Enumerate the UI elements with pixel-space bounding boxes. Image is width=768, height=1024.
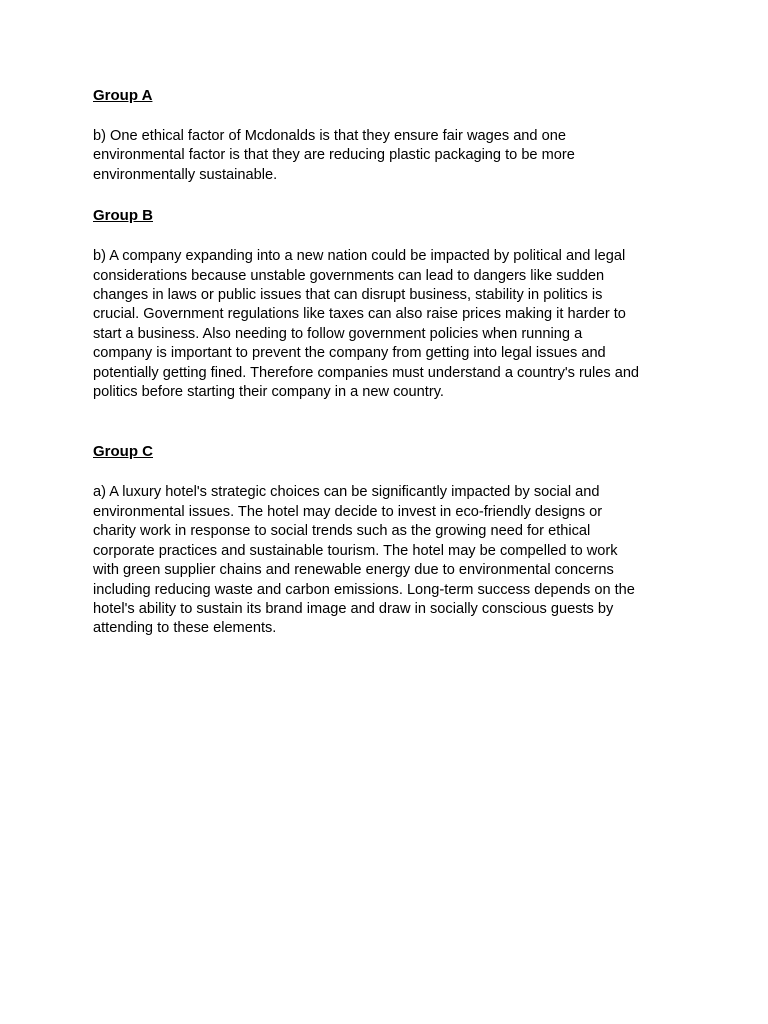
paragraph-line: potentially getting fined. Therefore companies must understand a country's rules and	[93, 364, 640, 381]
paragraph-line: corporate practices and sustainable tourism. The hotel may be compelled to work	[93, 542, 618, 559]
paragraph-line: with green supplier chains and renewable energy due to environmental concerns	[93, 562, 614, 579]
paragraph-line: hotel's ability to sustain its brand image and draw in socially conscious guests by	[93, 600, 614, 617]
section-heading: Group B	[93, 207, 153, 225]
paragraph-line: attending to these elements.	[93, 620, 277, 637]
section-group-c	[93, 442, 683, 638]
section-paragraph	[93, 127, 683, 185]
section-heading: Group A	[93, 87, 153, 104]
paragraph-line: charity work in response to social trends such as the growing need for ethical	[93, 523, 591, 540]
section-group-a	[93, 86, 683, 185]
paragraph-line: environmentally sustainable.	[93, 166, 278, 183]
paragraph-line: company is important to prevent the company from getting into legal issues and	[93, 345, 606, 362]
section-paragraph	[93, 483, 683, 638]
paragraph-line: considerations because unstable governments can lead to dangers like sudden	[93, 267, 605, 284]
paragraph-line: environmental issues. The hotel may decide to invest in eco-friendly designs or	[93, 503, 603, 520]
paragraph-line: changes in laws or public issues that can disrupt business, stability in politics is	[93, 287, 603, 304]
paragraph-line: politics before starting their company in a new country.	[93, 384, 444, 401]
paragraph-line: including reducing waste and carbon emissions. Long-term success depends on the	[93, 581, 635, 598]
paragraph-line: environmental factor is that they are reducing plastic packaging to be more	[93, 147, 575, 164]
paragraph-line: b) A company expanding into a new nation could be impacted by political and legal	[93, 248, 626, 265]
section-paragraph	[93, 247, 683, 402]
paragraph-line: a) A luxury hotel's strategic choices can be significantly impacted by social and	[93, 484, 600, 501]
paragraph-line: start a business. Also needing to follow government policies when running a	[93, 325, 583, 342]
document-page	[93, 86, 683, 639]
paragraph-line: crucial. Government regulations like taxes can also raise prices making it harder to	[93, 306, 626, 323]
section-heading: Group C	[93, 443, 153, 461]
section-group-b	[93, 206, 683, 402]
paragraph-line: b) One ethical factor of Mcdonalds is that they ensure fair wages and one	[93, 128, 566, 144]
